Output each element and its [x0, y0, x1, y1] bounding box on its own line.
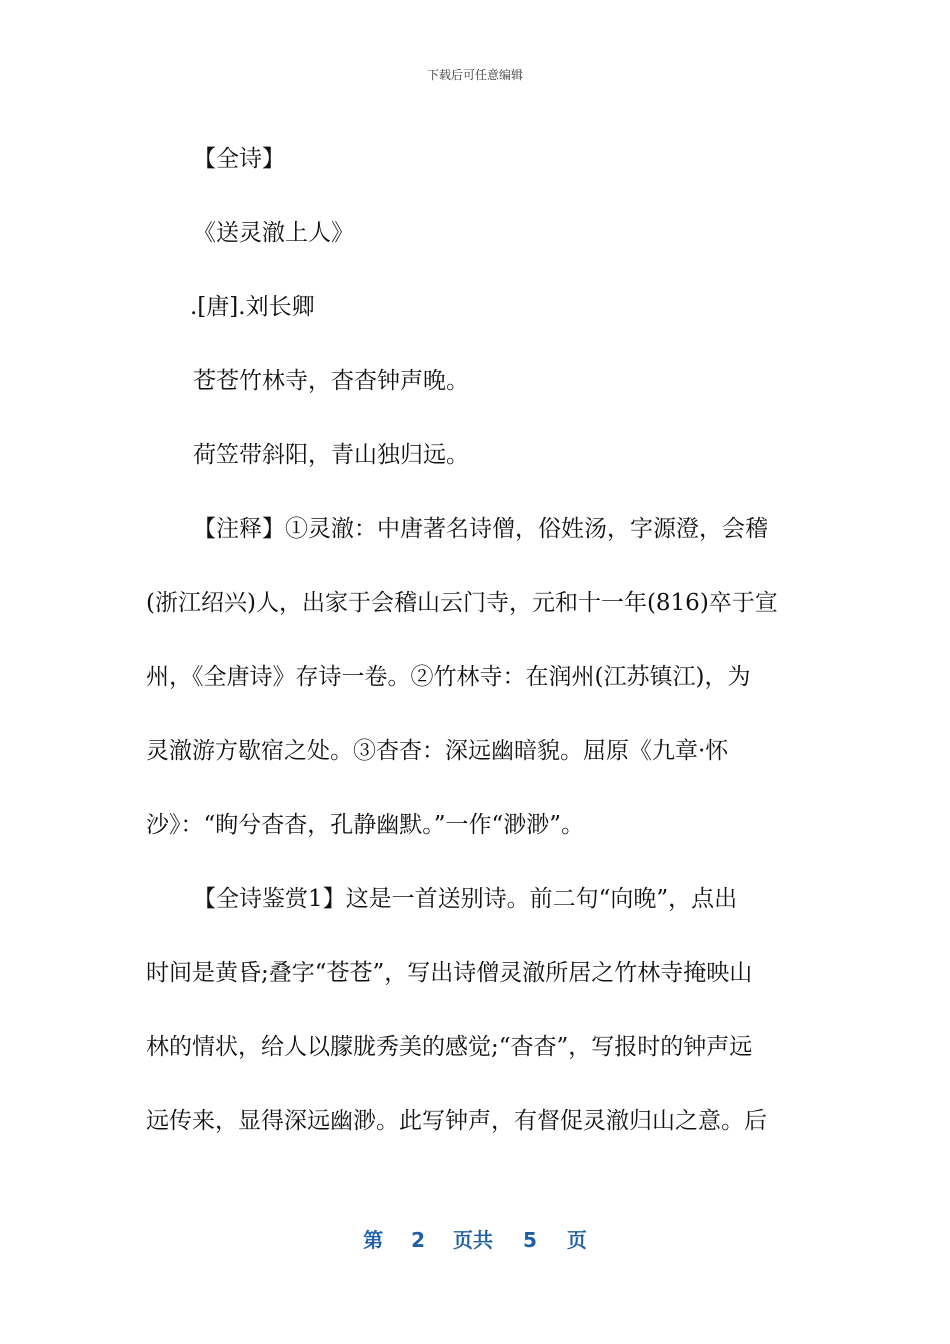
total-page-count: 5 — [523, 1228, 537, 1252]
poem-line-1: 苍苍竹林寺，杳杳钟声晚。 — [193, 368, 469, 394]
appreciation-paragraph-line: 林的情状，给人以朦胧秀美的感觉;“杳杳”，写报时的钟声远 — [146, 1034, 753, 1060]
current-page-number: 2 — [411, 1228, 425, 1252]
appreciation-paragraph-line: 远传来，显得深远幽渺。此写钟声，有督促灵澈归山之意。后 — [146, 1108, 767, 1134]
poem-line-2: 荷笠带斜阳，青山独归远。 — [193, 442, 469, 468]
annotation-paragraph-line: 沙》：“眴兮杳杳，孔静幽默。”一作“渺渺”。 — [146, 812, 585, 838]
section-heading-full-poem: 【全诗】 — [193, 146, 285, 172]
annotation-paragraph-line: 州，《全唐诗》存诗一卷。②竹林寺：在润州(江苏镇江)，为 — [146, 664, 751, 690]
poem-title: 《送灵澈上人》 — [193, 220, 354, 246]
footer-suffix: 页 — [566, 1228, 587, 1252]
annotation-paragraph-line: 【注释】①灵澈：中唐著名诗僧，俗姓汤，字源澄，会稽 — [193, 516, 768, 542]
document-body — [146, 122, 806, 1158]
poem-author: .[唐].刘长卿 — [190, 294, 315, 320]
appreciation-paragraph-line: 时间是黄昏;叠字“苍苍”，写出诗僧灵澈所居之竹林寺掩映山 — [146, 960, 753, 986]
annotation-paragraph-line: (浙江绍兴)人，出家于会稽山云门寺，元和十一年(816)卒于宣 — [146, 590, 778, 616]
footer-middle: 页共 — [453, 1228, 493, 1252]
annotation-paragraph-line: 灵澈游方歇宿之处。③杳杳：深远幽暗貌。屈原《九章·怀 — [146, 738, 729, 764]
page-header: 下载后可任意编辑 — [426, 68, 523, 82]
footer-prefix: 第 — [363, 1228, 384, 1252]
appreciation-paragraph-line: 【全诗鉴赏1】这是一首送别诗。前二句“向晚”，点出 — [193, 886, 738, 912]
page-footer — [0, 1224, 950, 1253]
